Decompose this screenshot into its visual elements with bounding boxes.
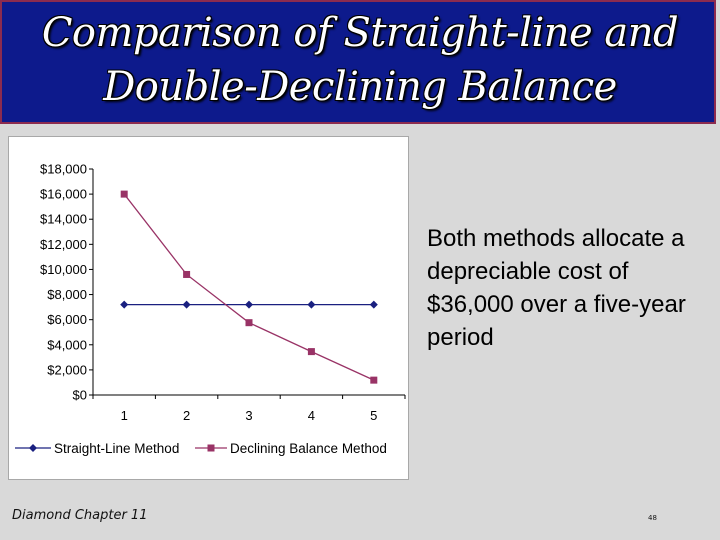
straight-line-data-point [245,301,253,309]
y-tick-label: $18,000 [40,161,87,177]
x-tick-label: 2 [182,408,191,423]
y-tick-label: $12,000 [40,236,87,252]
legend-declining-balance-label: Declining Balance Method [230,441,387,456]
footer-chapter-label: Diamond Chapter 11 [12,508,148,523]
straight-line-data-point [183,301,191,309]
description-text: Both methods allocate a depreciable cost of $36,000 over a five-year period [427,225,686,351]
y-tick-label: $8,000 [47,287,87,303]
declining-balance-data-point [121,191,128,198]
legend-declining-balance-marker [208,445,215,452]
slide-number: 48 [648,514,657,522]
straight-line-data-point [370,301,378,309]
y-tick-label: $0 [72,387,87,403]
y-tick-label: $10,000 [40,261,87,277]
chart-panel [8,136,409,480]
y-tick-label: $16,000 [40,186,87,202]
straight-line-data-point [307,301,315,309]
x-tick-label: 4 [307,408,316,423]
x-tick-label: 3 [245,408,253,423]
title-banner [0,0,716,124]
legend-straight-line-marker [29,444,37,452]
x-tick-label: 5 [370,408,378,423]
y-tick-label: $2,000 [47,362,87,378]
straight-line-data-point [120,301,128,309]
line-chart [9,137,410,481]
declining-balance-data-point [370,377,377,384]
x-tick-label: 1 [120,408,128,423]
slide-title-line-1: Comparison of Straight-line and [41,10,679,56]
y-tick-label: $14,000 [40,211,87,227]
declining-balance-data-point [308,348,315,355]
y-tick-label: $6,000 [47,312,87,328]
legend-straight-line-label: Straight-Line Method [54,441,180,456]
declining-balance-data-point [246,319,253,326]
declining-balance-series-line [124,194,374,380]
declining-balance-data-point [183,271,190,278]
y-tick-label: $4,000 [47,337,87,353]
slide-title-line-2: Double-Declining Balance [103,64,617,110]
